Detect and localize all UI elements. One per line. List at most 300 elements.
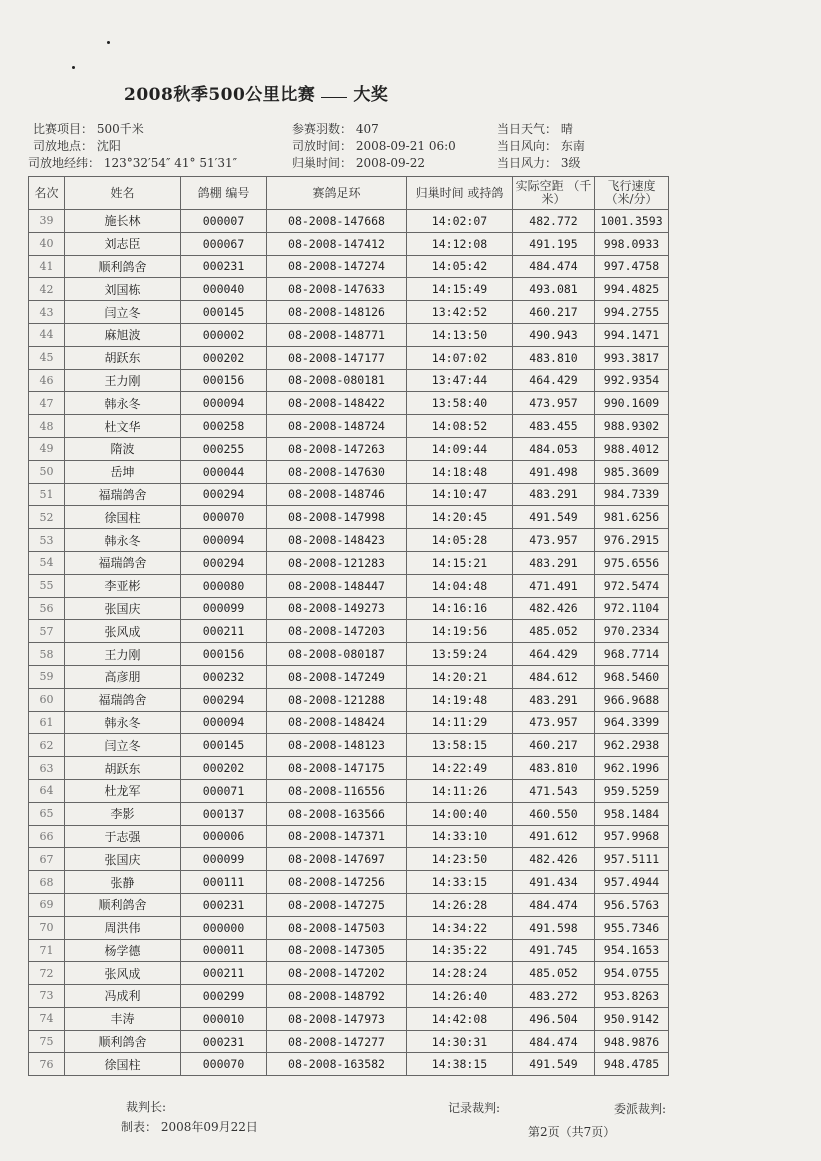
time-cell: 14:26:40: [407, 985, 513, 1008]
race-item: 比赛项目： 500千米: [33, 122, 144, 136]
speed-cell: 955.7346: [595, 916, 669, 939]
weather: 当日天气： 晴: [497, 122, 573, 136]
loft-cell: 000006: [181, 825, 267, 848]
speed-cell: 957.4944: [595, 871, 669, 894]
speed-cell: 962.1996: [595, 757, 669, 780]
race-info-left: [28, 121, 238, 172]
speed-cell: 966.9688: [595, 688, 669, 711]
rank-cell: 46: [29, 369, 65, 392]
table-row: [29, 529, 669, 552]
release-time: 司放时间： 2008-09-21 06:0: [292, 139, 456, 153]
header-distance: 实际空距 （千米）: [513, 177, 595, 210]
loft-cell: 000094: [181, 392, 267, 415]
name-cell: 丰涛: [65, 1007, 181, 1030]
distance-cell: 471.491: [513, 574, 595, 597]
loft-cell: 000070: [181, 506, 267, 529]
race-info-right: [497, 121, 585, 172]
time-cell: 14:38:15: [407, 1053, 513, 1076]
table-row: [29, 506, 669, 529]
table-row: [29, 323, 669, 346]
name-cell: 周洪伟: [65, 916, 181, 939]
loft-cell: 000294: [181, 551, 267, 574]
speed-cell: 988.9302: [595, 415, 669, 438]
time-cell: 14:02:07: [407, 210, 513, 233]
name-cell: 顺利鸽舍: [65, 893, 181, 916]
loft-cell: 000294: [181, 688, 267, 711]
name-cell: 麻旭波: [65, 323, 181, 346]
ring-cell: 08-2008-148422: [267, 392, 407, 415]
distance-cell: 483.291: [513, 483, 595, 506]
table-row: [29, 437, 669, 460]
distance-cell: 464.429: [513, 643, 595, 666]
table-row: [29, 255, 669, 278]
table-row: [29, 415, 669, 438]
table-row: [29, 278, 669, 301]
ring-cell: 08-2008-147630: [267, 460, 407, 483]
speed-cell: 970.2334: [595, 620, 669, 643]
time-cell: 14:05:28: [407, 529, 513, 552]
table-row: [29, 757, 669, 780]
time-cell: 14:10:47: [407, 483, 513, 506]
table-row: [29, 985, 669, 1008]
rank-cell: 48: [29, 415, 65, 438]
name-cell: 张国庆: [65, 848, 181, 871]
rank-cell: 72: [29, 962, 65, 985]
speed-cell: 954.0755: [595, 962, 669, 985]
name-cell: 施长林: [65, 210, 181, 233]
time-cell: 14:28:24: [407, 962, 513, 985]
time-cell: 13:58:40: [407, 392, 513, 415]
loft-cell: 000299: [181, 985, 267, 1008]
prepared-by: 制表： 2008年09月22日: [121, 1120, 258, 1134]
table-row: [29, 848, 669, 871]
table-row: [29, 734, 669, 757]
loft-cell: 000067: [181, 232, 267, 255]
time-cell: 14:18:48: [407, 460, 513, 483]
speed-cell: 984.7339: [595, 483, 669, 506]
title-blank-line: [321, 97, 347, 98]
ring-cell: 08-2008-149273: [267, 597, 407, 620]
name-cell: 韩永冬: [65, 529, 181, 552]
ring-cell: 08-2008-147203: [267, 620, 407, 643]
table-row: [29, 962, 669, 985]
name-cell: 顺利鸽舍: [65, 1030, 181, 1053]
loft-cell: 000255: [181, 437, 267, 460]
name-cell: 福瑞鸽舍: [65, 551, 181, 574]
distance-cell: 484.474: [513, 255, 595, 278]
ring-cell: 08-2008-148423: [267, 529, 407, 552]
distance-cell: 460.217: [513, 301, 595, 324]
name-cell: 王力刚: [65, 643, 181, 666]
table-row: [29, 688, 669, 711]
ring-cell: 08-2008-147371: [267, 825, 407, 848]
loft-cell: 000007: [181, 210, 267, 233]
ring-cell: 08-2008-147256: [267, 871, 407, 894]
name-cell: 岳坤: [65, 460, 181, 483]
distance-cell: 485.052: [513, 962, 595, 985]
rank-cell: 65: [29, 802, 65, 825]
rank-cell: 58: [29, 643, 65, 666]
distance-cell: 483.272: [513, 985, 595, 1008]
rank-cell: 69: [29, 893, 65, 916]
time-cell: 14:35:22: [407, 939, 513, 962]
ring-cell: 08-2008-147305: [267, 939, 407, 962]
name-cell: 韩永冬: [65, 392, 181, 415]
loft-cell: 000011: [181, 939, 267, 962]
ring-cell: 08-2008-163582: [267, 1053, 407, 1076]
rank-cell: 71: [29, 939, 65, 962]
speed-cell: 994.1471: [595, 323, 669, 346]
table-row: [29, 369, 669, 392]
distance-cell: 473.957: [513, 392, 595, 415]
speed-cell: 990.1609: [595, 392, 669, 415]
ring-cell: 08-2008-147249: [267, 665, 407, 688]
speed-cell: 968.5460: [595, 665, 669, 688]
name-cell: 刘国栋: [65, 278, 181, 301]
distance-cell: 482.426: [513, 597, 595, 620]
rank-cell: 39: [29, 210, 65, 233]
release-coords: 司放地经纬： 123°32′54″ 41° 51′31″: [28, 156, 238, 170]
name-cell: 徐国柱: [65, 506, 181, 529]
loft-cell: 000099: [181, 597, 267, 620]
distance-cell: 491.598: [513, 916, 595, 939]
rank-cell: 49: [29, 437, 65, 460]
table-row: [29, 916, 669, 939]
table-row: [29, 346, 669, 369]
name-cell: 福瑞鸽舍: [65, 483, 181, 506]
ring-cell: 08-2008-147503: [267, 916, 407, 939]
ring-cell: 08-2008-148126: [267, 301, 407, 324]
loft-cell: 000211: [181, 620, 267, 643]
ring-cell: 08-2008-147412: [267, 232, 407, 255]
name-cell: 闫立冬: [65, 301, 181, 324]
name-cell: 杜龙军: [65, 779, 181, 802]
distance-cell: 490.943: [513, 323, 595, 346]
table-row: [29, 210, 669, 233]
table-row: [29, 779, 669, 802]
distance-cell: 460.550: [513, 802, 595, 825]
table-row: [29, 392, 669, 415]
rank-cell: 59: [29, 665, 65, 688]
table-row: [29, 1030, 669, 1053]
loft-cell: 000094: [181, 529, 267, 552]
loft-cell: 000202: [181, 346, 267, 369]
speed-cell: 956.5763: [595, 893, 669, 916]
speed-cell: 962.2938: [595, 734, 669, 757]
speed-cell: 964.3399: [595, 711, 669, 734]
loft-cell: 000145: [181, 734, 267, 757]
time-cell: 13:42:52: [407, 301, 513, 324]
distance-cell: 473.957: [513, 711, 595, 734]
ring-cell: 08-2008-147175: [267, 757, 407, 780]
table-row: [29, 620, 669, 643]
distance-cell: 484.053: [513, 437, 595, 460]
speed-cell: 972.1104: [595, 597, 669, 620]
distance-cell: 491.745: [513, 939, 595, 962]
return-time: 归巢时间： 2008-09-22: [292, 156, 426, 170]
rank-cell: 43: [29, 301, 65, 324]
name-cell: 冯成利: [65, 985, 181, 1008]
name-cell: 李影: [65, 802, 181, 825]
ring-cell: 08-2008-147177: [267, 346, 407, 369]
speed-cell: 992.9354: [595, 369, 669, 392]
table-row: [29, 1007, 669, 1030]
rank-cell: 55: [29, 574, 65, 597]
distance-cell: 491.549: [513, 506, 595, 529]
distance-cell: 484.474: [513, 1030, 595, 1053]
time-cell: 14:00:40: [407, 802, 513, 825]
record-judge: 记录裁判:: [448, 1101, 501, 1115]
ring-cell: 08-2008-147668: [267, 210, 407, 233]
time-cell: 14:33:10: [407, 825, 513, 848]
distance-cell: 483.291: [513, 688, 595, 711]
time-cell: 14:07:02: [407, 346, 513, 369]
name-cell: 闫立冬: [65, 734, 181, 757]
speed-cell: 972.5474: [595, 574, 669, 597]
chief-judge: 裁判长:: [126, 1100, 167, 1114]
ring-cell: 08-2008-116556: [267, 779, 407, 802]
name-cell: 杜文华: [65, 415, 181, 438]
loft-cell: 000294: [181, 483, 267, 506]
name-cell: 刘志臣: [65, 232, 181, 255]
race-info-middle: [292, 121, 456, 172]
table-row: [29, 460, 669, 483]
time-cell: 14:19:48: [407, 688, 513, 711]
time-cell: 14:34:22: [407, 916, 513, 939]
table-header-row: [29, 177, 669, 210]
rank-cell: 51: [29, 483, 65, 506]
loft-cell: 000137: [181, 802, 267, 825]
rank-cell: 63: [29, 757, 65, 780]
speed-cell: 957.5111: [595, 848, 669, 871]
name-cell: 胡跃东: [65, 346, 181, 369]
distance-cell: 491.612: [513, 825, 595, 848]
wind-direction: 当日风向： 东南: [497, 139, 585, 153]
name-cell: 李亚彬: [65, 574, 181, 597]
rank-cell: 64: [29, 779, 65, 802]
rank-cell: 70: [29, 916, 65, 939]
speck-mark: [107, 41, 110, 44]
name-cell: 顺利鸽舍: [65, 255, 181, 278]
distance-cell: 482.772: [513, 210, 595, 233]
distance-cell: 483.455: [513, 415, 595, 438]
ring-cell: 08-2008-148424: [267, 711, 407, 734]
speed-cell: 1001.3593: [595, 210, 669, 233]
rank-cell: 67: [29, 848, 65, 871]
rank-cell: 54: [29, 551, 65, 574]
header-speed: 飞行速度 （米/分）: [595, 177, 669, 210]
name-cell: 于志强: [65, 825, 181, 848]
rank-cell: 76: [29, 1053, 65, 1076]
time-cell: 14:42:08: [407, 1007, 513, 1030]
table-row: [29, 232, 669, 255]
loft-cell: 000231: [181, 1030, 267, 1053]
ring-cell: 08-2008-147274: [267, 255, 407, 278]
page-title: [124, 80, 388, 105]
rank-cell: 56: [29, 597, 65, 620]
time-cell: 14:33:15: [407, 871, 513, 894]
loft-cell: 000094: [181, 711, 267, 734]
time-cell: 14:20:21: [407, 665, 513, 688]
rank-cell: 60: [29, 688, 65, 711]
time-cell: 14:30:31: [407, 1030, 513, 1053]
rank-cell: 73: [29, 985, 65, 1008]
distance-cell: 485.052: [513, 620, 595, 643]
ring-cell: 08-2008-121288: [267, 688, 407, 711]
speed-cell: 994.2755: [595, 301, 669, 324]
name-cell: 王力刚: [65, 369, 181, 392]
ring-cell: 08-2008-080187: [267, 643, 407, 666]
time-cell: 14:09:44: [407, 437, 513, 460]
rank-cell: 40: [29, 232, 65, 255]
table-row: [29, 665, 669, 688]
loft-cell: 000000: [181, 916, 267, 939]
page-number: 第2页（共7页）: [528, 1125, 616, 1139]
name-cell: 胡跃东: [65, 757, 181, 780]
ring-cell: 08-2008-148792: [267, 985, 407, 1008]
loft-cell: 000010: [181, 1007, 267, 1030]
header-loft: 鸽棚 编号: [181, 177, 267, 210]
speed-cell: 950.9142: [595, 1007, 669, 1030]
loft-cell: 000231: [181, 255, 267, 278]
time-cell: 14:15:49: [407, 278, 513, 301]
table-row: [29, 574, 669, 597]
loft-cell: 000044: [181, 460, 267, 483]
wind-force: 当日风力： 3级: [497, 156, 581, 170]
name-cell: 张风成: [65, 620, 181, 643]
ring-cell: 08-2008-148123: [267, 734, 407, 757]
loft-cell: 000156: [181, 643, 267, 666]
ring-cell: 08-2008-148447: [267, 574, 407, 597]
rank-cell: 47: [29, 392, 65, 415]
ring-cell: 08-2008-147275: [267, 893, 407, 916]
loft-cell: 000156: [181, 369, 267, 392]
distance-cell: 484.474: [513, 893, 595, 916]
ring-cell: 08-2008-147202: [267, 962, 407, 985]
header-time: 归巢时间 或持鸽: [407, 177, 513, 210]
rank-cell: 57: [29, 620, 65, 643]
distance-cell: 483.810: [513, 346, 595, 369]
time-cell: 14:13:50: [407, 323, 513, 346]
distance-cell: 491.195: [513, 232, 595, 255]
distance-cell: 491.498: [513, 460, 595, 483]
ring-cell: 08-2008-121283: [267, 551, 407, 574]
rank-cell: 45: [29, 346, 65, 369]
rank-cell: 42: [29, 278, 65, 301]
speed-cell: 994.4825: [595, 278, 669, 301]
distance-cell: 460.217: [513, 734, 595, 757]
speed-cell: 988.4012: [595, 437, 669, 460]
ring-cell: 08-2008-080181: [267, 369, 407, 392]
ring-cell: 08-2008-147633: [267, 278, 407, 301]
delegate-judge: 委派裁判:: [614, 1102, 667, 1116]
time-cell: 14:20:45: [407, 506, 513, 529]
name-cell: 张静: [65, 871, 181, 894]
speed-cell: 998.0933: [595, 232, 669, 255]
header-name: 姓名: [65, 177, 181, 210]
distance-cell: 482.426: [513, 848, 595, 871]
distance-cell: 484.612: [513, 665, 595, 688]
table-row: [29, 1053, 669, 1076]
loft-cell: 000231: [181, 893, 267, 916]
speed-cell: 985.3609: [595, 460, 669, 483]
loft-cell: 000145: [181, 301, 267, 324]
loft-cell: 000232: [181, 665, 267, 688]
birds-count: 参赛羽数： 407: [292, 122, 379, 136]
table-row: [29, 643, 669, 666]
results-table: [28, 176, 669, 1076]
distance-cell: 491.549: [513, 1053, 595, 1076]
speed-cell: 975.6556: [595, 551, 669, 574]
name-cell: 张风成: [65, 962, 181, 985]
name-cell: 杨学德: [65, 939, 181, 962]
time-cell: 13:58:15: [407, 734, 513, 757]
ring-cell: 08-2008-147263: [267, 437, 407, 460]
header-ring: 赛鸽足环: [267, 177, 407, 210]
name-cell: 隋波: [65, 437, 181, 460]
rank-cell: 74: [29, 1007, 65, 1030]
loft-cell: 000111: [181, 871, 267, 894]
table-row: [29, 825, 669, 848]
loft-cell: 000258: [181, 415, 267, 438]
time-cell: 14:05:42: [407, 255, 513, 278]
distance-cell: 471.543: [513, 779, 595, 802]
time-cell: 13:59:24: [407, 643, 513, 666]
ring-cell: 08-2008-147697: [267, 848, 407, 871]
table-row: [29, 301, 669, 324]
rank-cell: 53: [29, 529, 65, 552]
title-suffix: 大奖: [353, 85, 389, 105]
distance-cell: 491.434: [513, 871, 595, 894]
table-row: [29, 711, 669, 734]
time-cell: 14:11:29: [407, 711, 513, 734]
speed-cell: 953.8263: [595, 985, 669, 1008]
table-row: [29, 871, 669, 894]
rank-cell: 68: [29, 871, 65, 894]
loft-cell: 000040: [181, 278, 267, 301]
ring-cell: 08-2008-147998: [267, 506, 407, 529]
name-cell: 高彦朋: [65, 665, 181, 688]
rank-cell: 50: [29, 460, 65, 483]
table-row: [29, 483, 669, 506]
name-cell: 徐国柱: [65, 1053, 181, 1076]
time-cell: 14:26:28: [407, 893, 513, 916]
ring-cell: 08-2008-148724: [267, 415, 407, 438]
distance-cell: 493.081: [513, 278, 595, 301]
time-cell: 14:23:50: [407, 848, 513, 871]
time-cell: 14:08:52: [407, 415, 513, 438]
time-cell: 14:11:26: [407, 779, 513, 802]
time-cell: 14:12:08: [407, 232, 513, 255]
distance-cell: 473.957: [513, 529, 595, 552]
time-cell: 13:47:44: [407, 369, 513, 392]
time-cell: 14:22:49: [407, 757, 513, 780]
name-cell: 韩永冬: [65, 711, 181, 734]
loft-cell: 000202: [181, 757, 267, 780]
table-row: [29, 597, 669, 620]
name-cell: 张国庆: [65, 597, 181, 620]
table-row: [29, 893, 669, 916]
speed-cell: 958.1484: [595, 802, 669, 825]
rank-cell: 61: [29, 711, 65, 734]
rank-cell: 41: [29, 255, 65, 278]
name-cell: 福瑞鸽舍: [65, 688, 181, 711]
loft-cell: 000099: [181, 848, 267, 871]
table-row: [29, 939, 669, 962]
distance-cell: 483.291: [513, 551, 595, 574]
rank-cell: 52: [29, 506, 65, 529]
speed-cell: 981.6256: [595, 506, 669, 529]
